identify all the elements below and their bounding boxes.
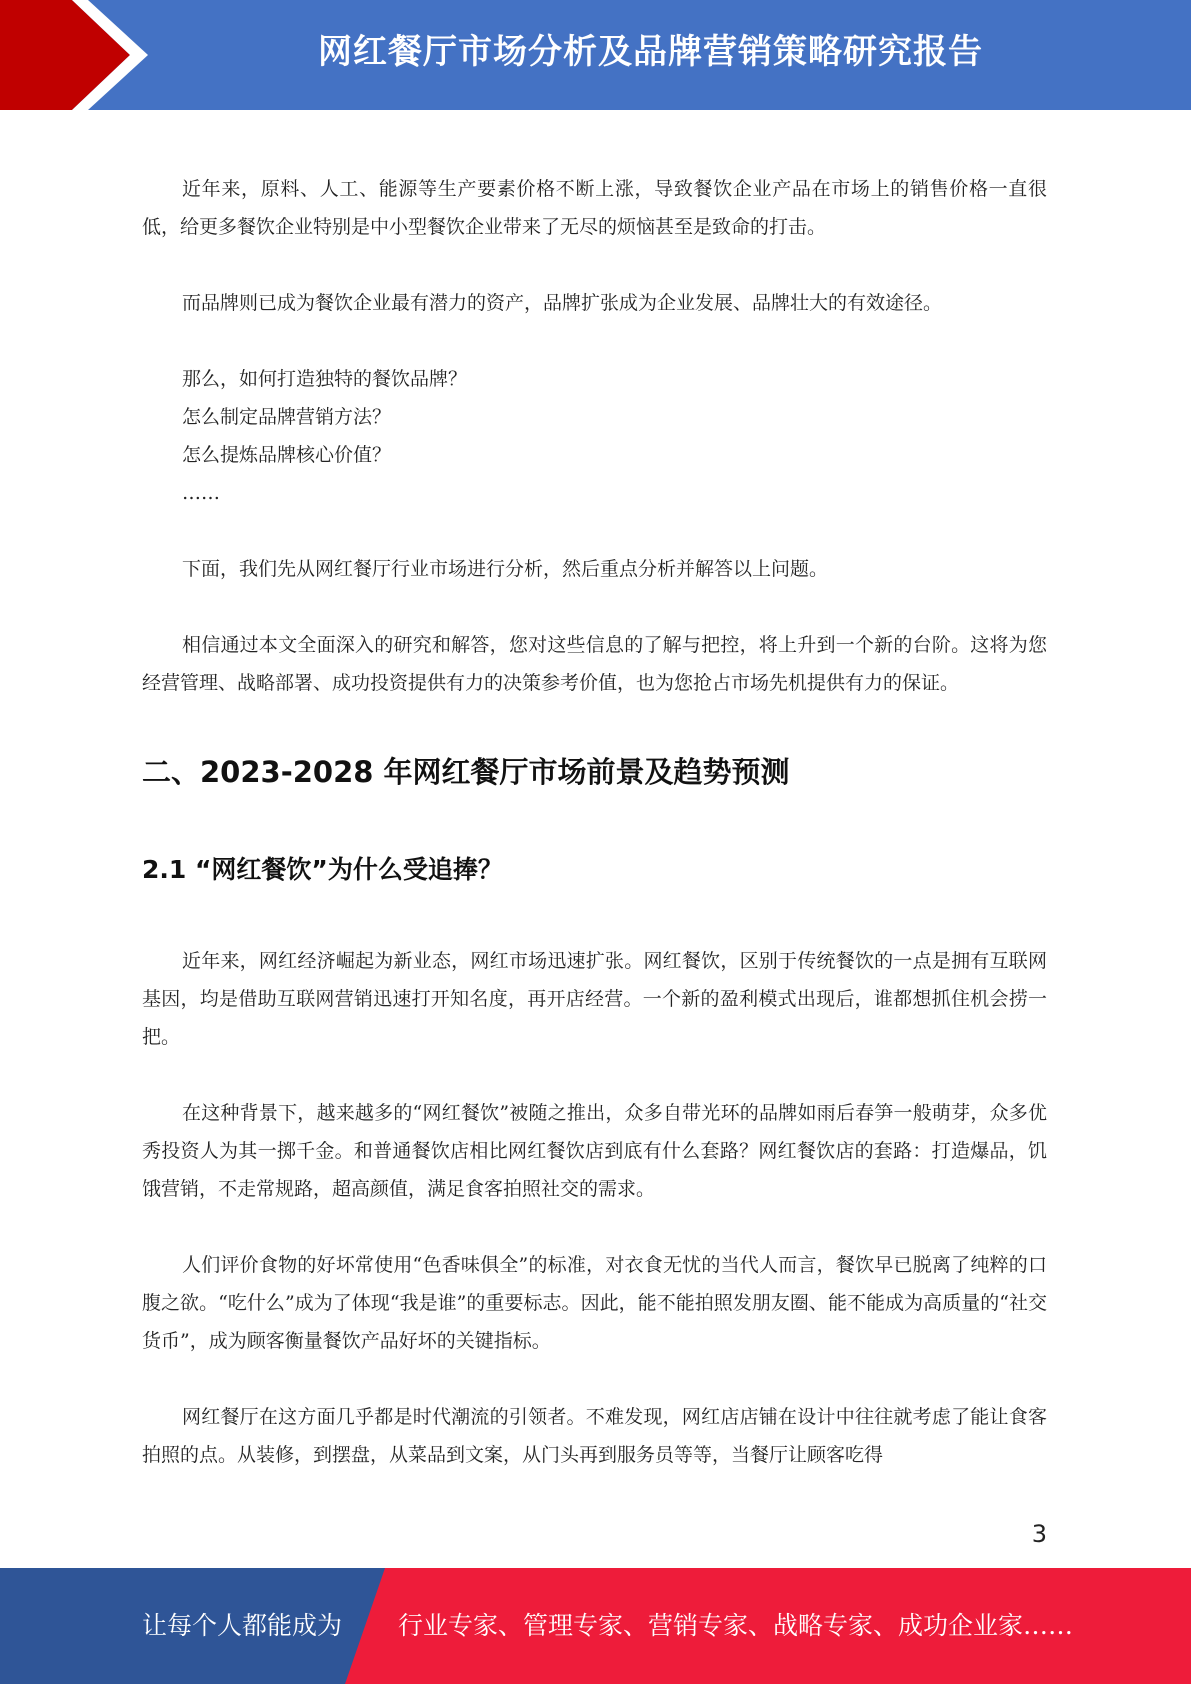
question-item: 那么，如何打造独特的餐饮品牌？ — [182, 368, 468, 390]
footer-slogan-left: 让每个人都能成为 — [142, 1611, 343, 1640]
header-banner — [0, 0, 1191, 110]
question-list — [142, 360, 1047, 512]
intro-paragraph-2: 而品牌则已成为餐饮企业最有潜力的资产，品牌扩张成为企业发展、品牌壮大的有效途径。 — [182, 292, 943, 314]
intro-paragraph-1: 近年来，原料、人工、能源等生产要素价格不断上涨，导致餐饮企业产品在市场上的销售价格一直很低，给更多餐饮企业特别是中小型餐饮企业带来了无尽的烦恼甚至是致命的打击。 — [142, 178, 1047, 238]
section-heading: 二、2023-2028 年网红餐厅市场前景及趋势预测 — [142, 755, 790, 789]
body-paragraph-3: 人们评价食物的好坏常使用“色香味俱全”的标准，对衣食无忧的当代人而言，餐饮早已脱离了纯粹的口腹之欲。“吃什么”成为了体现“我是谁”的重要标志。因此，能不能拍照发朋友圈、能不能成为高质量的“社交货币”，成为顾客衡量餐饮产品好坏的关键指标。 — [142, 1254, 1047, 1352]
body-paragraph-4: 网红餐厅在这方面几乎都是时代潮流的引领者。不难发现，网红店店铺在设计中往往就考虑了能让食客拍照的点。从装修，到摆盘，从菜品到文案，从门头再到服务员等等，当餐厅让顾客吃得 — [142, 1406, 1047, 1466]
intro-paragraph-3: 下面，我们先从网红餐厅行业市场进行分析，然后重点分析并解答以上问题。 — [182, 558, 829, 580]
body-paragraph-2: 在这种背景下，越来越多的“网红餐饮”被随之推出，众多自带光环的品牌如雨后春笋一般萌芽，众多优秀投资人为其一掷千金。和普通餐饮店相比网红餐饮店到底有什么套路？网红餐饮店的套路：打造爆品，饥饿营销，不走常规路，超高颜值，满足食客拍照社交的需求。 — [142, 1102, 1047, 1200]
question-item: …… — [182, 482, 220, 504]
report-title: 网红餐厅市场分析及品牌营销策略研究报告 — [318, 32, 983, 72]
page-number: 3 — [1031, 1520, 1047, 1548]
question-item: 怎么制定品牌营销方法？ — [182, 406, 392, 428]
body-paragraph-1: 近年来，网红经济崛起为新业态，网红市场迅速扩张。网红餐饮，区别于传统餐饮的一点是拥有互联网基因，均是借助互联网营销迅速打开知名度，再开店经营。一个新的盈利模式出现后，谁都想抓住机会捞一把。 — [142, 950, 1047, 1048]
footer-slogan-right: 行业专家、管理专家、营销专家、战略专家、成功企业家…… — [398, 1611, 1074, 1640]
footer-banner — [0, 1568, 1191, 1684]
subsection-heading: 2.1 “网红餐饮”为什么受追捧？ — [142, 855, 503, 884]
question-item: 怎么提炼品牌核心价值？ — [182, 444, 392, 466]
document-body — [142, 170, 1047, 1474]
intro-paragraph-4: 相信通过本文全面深入的研究和解答，您对这些信息的了解与把控，将上升到一个新的台阶。这将为您经营管理、战略部署、成功投资提供有力的决策参考价值，也为您抢占市场先机提供有力的保证。 — [142, 634, 1047, 694]
